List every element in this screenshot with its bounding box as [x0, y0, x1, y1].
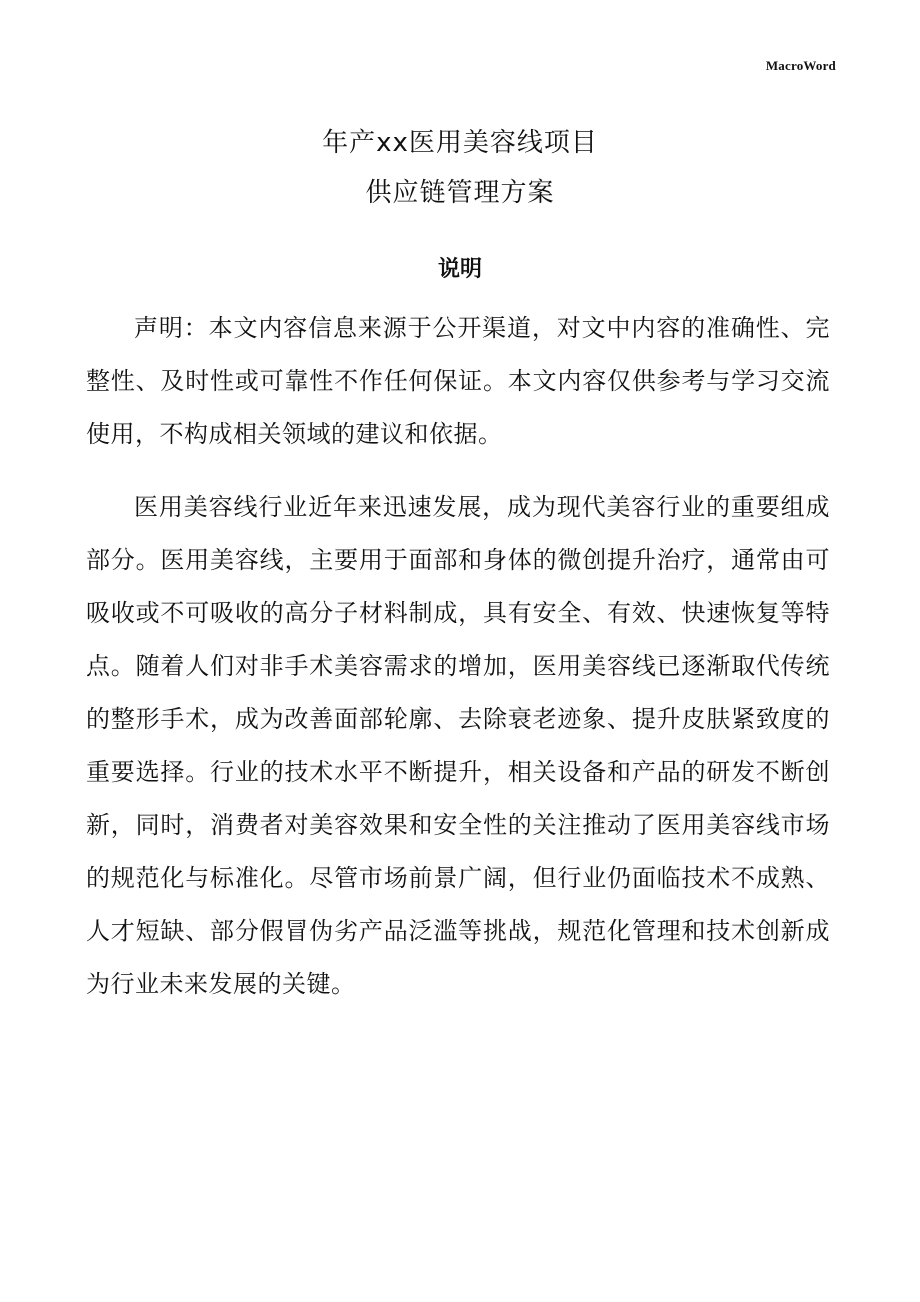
- title-line-1: 年产xx医用美容线项目: [322, 128, 598, 158]
- paragraph-industry-overview: 医用美容线行业近年来迅速发展，成为现代美容行业的重要组成部分。医用美容线，主要用于面部和身体的微创提升治疗，通常由可吸收或不可吸收的高分子材料制成，具有安全、有效、快速恢复等特点。随着人们对非手术美容需求的增加，医用美容线已逐渐取代传统的整形手术，成为改善面部轮廓、去除衰老迹象、提升皮肤紧致度的重要选择。行业的技术水平不断提升，相关设备和产品的研发不断创新，同时，消费者对美容效果和安全性的关注推动了医用美容线市场的规范化与标准化。尽管市场前景广阔，但行业仍面临技术不成熟、人才短缺、部分假冒伪劣产品泛滥等挑战，规范化管理和技术创新成为行业未来发展的关键。: [86, 493, 830, 998]
- title-line-2: 供应链管理方案: [365, 178, 555, 208]
- document-title: [0, 118, 920, 218]
- section-heading: 说明: [437, 257, 482, 282]
- header-brand: MacroWord: [765, 58, 836, 73]
- body-text: [86, 302, 830, 1031]
- paragraph-disclaimer: 声明：本文内容信息来源于公开渠道，对文中内容的准确性、完整性、及时性或可靠性不作任何保证。本文内容仅供参考与学习交流使用，不构成相关领域的建议和依据。: [86, 314, 830, 448]
